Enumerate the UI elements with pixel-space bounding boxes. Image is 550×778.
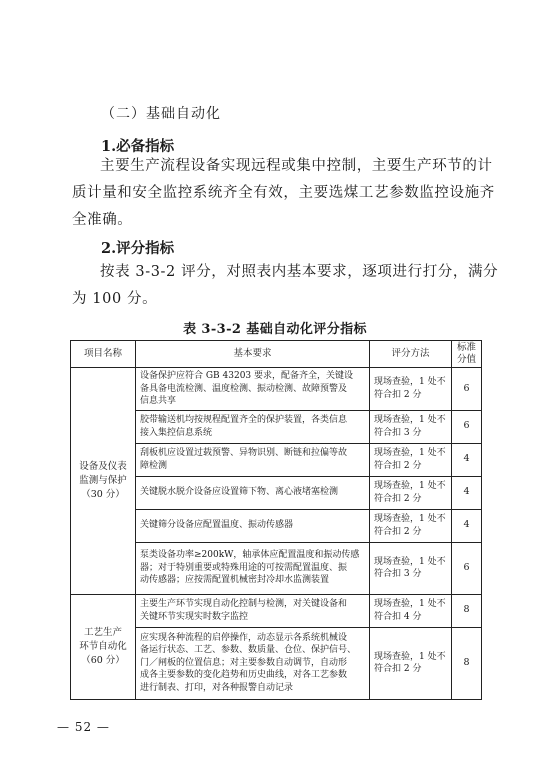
requirement-line: 进行制表、打印，对各种报警自动记录 <box>140 682 294 693</box>
requirement-line: 关键筛分设备应配置温度、振动传感器 <box>140 520 294 531</box>
heading-required-indicators: 1.必备指标 <box>101 138 175 155</box>
requirement-line: 主要生产环节实现自动化控制与检测，对关键设备和 <box>140 599 348 609</box>
method-cell <box>370 443 452 476</box>
header-requirement: 基本要求 <box>136 341 370 368</box>
header-score-line: 标准 <box>456 342 476 353</box>
requirement-line: 设备保护应符合 GB 43203 要求，配备齐全，关键设 <box>140 371 354 381</box>
category-cell <box>71 368 136 595</box>
method-cell <box>370 368 452 411</box>
page-number: — 52 — <box>57 720 110 734</box>
method-line: 现场查验，1 处不 <box>374 651 446 662</box>
paragraph-required <box>72 153 495 234</box>
method-cell <box>370 594 452 627</box>
method-line: 现场查验，1 处不 <box>374 599 446 609</box>
score-cell: 8 <box>452 594 482 627</box>
category-cell <box>71 594 136 699</box>
requirement-cell <box>136 509 370 542</box>
table-header-row <box>71 341 482 368</box>
requirement-cell <box>136 594 370 627</box>
method-line: 符合扣 2 分 <box>374 526 422 537</box>
requirement-line: 关键脱水脱介设备应设置筛下物、离心液堵塞检测 <box>140 487 339 498</box>
method-line: 现场查验，1 处不 <box>374 514 446 524</box>
method-cell <box>370 542 452 594</box>
requirement-line: 泵类设备功率≥200kW，轴承体应配置温度和振动传感 <box>140 550 360 561</box>
category-line: （30 分） <box>81 488 125 500</box>
requirement-line: 胶带输送机均按规程配置齐全的保护装置，各类信息 <box>140 415 348 425</box>
header-score-line: 分值 <box>456 354 476 365</box>
method-cell <box>370 509 452 542</box>
scoring-table <box>70 340 482 700</box>
score-cell: 4 <box>452 509 482 542</box>
header-score <box>452 341 482 368</box>
requirement-line: 应实现各种流程的启停操作，动态显示各系统机械设 <box>140 632 348 643</box>
method-line: 符合扣 4 分 <box>374 611 422 622</box>
requirement-line: 成各主要参数的变化趋势和历史曲线，对各工艺参数 <box>140 670 348 681</box>
requirement-line: 动传感器；应按需配置机械密封冷却水监测装置 <box>140 575 330 586</box>
text-line: 主要生产流程设备实现远程或集中控制，主要生产环节的计 <box>100 158 493 174</box>
table-row <box>71 368 482 411</box>
table-caption: 表 3-3-2 基础自动化评分指标 <box>183 322 367 337</box>
method-line: 现场查验，1 处不 <box>374 481 446 491</box>
category-line: （60 分） <box>81 654 125 666</box>
method-line: 现场查验，1 处不 <box>374 415 446 425</box>
requirement-line: 门／闸板的位置信息；对主要参数自动调节，自动形 <box>140 657 348 668</box>
requirement-cell <box>136 410 370 443</box>
text-line: 按表 3-3-2 评分，对照表内基本要求，逐项进行打分，满分 <box>100 264 499 280</box>
method-line: 符合扣 2 分 <box>374 664 422 674</box>
score-cell: 6 <box>452 542 482 594</box>
text-line: 全准确。 <box>72 212 133 228</box>
requirement-line: 障检测 <box>140 460 168 471</box>
requirement-cell <box>136 443 370 476</box>
requirement-line: 备运行状态、工艺、参数、数质量、仓位、保护信号、 <box>140 645 357 656</box>
method-line: 符合扣 3 分 <box>374 427 422 438</box>
requirement-line: 信息共享 <box>140 396 177 406</box>
table-row <box>71 594 482 627</box>
method-line: 现场查验，1 处不 <box>374 556 446 567</box>
category-line: 监测与保护 <box>79 474 127 486</box>
category-line: 环节自动化 <box>79 640 127 652</box>
method-cell <box>370 627 452 699</box>
paragraph-scoring <box>72 259 499 313</box>
method-cell <box>370 476 452 509</box>
method-line: 符合扣 2 分 <box>374 389 422 400</box>
method-line: 现场查验，1 处不 <box>374 448 446 458</box>
method-line: 符合扣 3 分 <box>374 569 422 579</box>
method-cell <box>370 410 452 443</box>
category-line: 设备及仪表 <box>79 460 127 472</box>
method-line: 符合扣 2 分 <box>374 493 422 504</box>
header-method: 评分方法 <box>370 341 452 368</box>
score-cell: 4 <box>452 443 482 476</box>
requirement-line: 刮板机应设置过载预警、异物识别、断链和拉偏等故 <box>140 448 348 458</box>
method-line: 符合扣 2 分 <box>374 460 422 471</box>
requirement-line: 备具备电流检测、温度检测、振动检测、故障预警及 <box>140 383 348 394</box>
requirement-cell <box>136 476 370 509</box>
requirement-cell <box>136 542 370 594</box>
score-cell: 6 <box>452 410 482 443</box>
section-title: （二）基础自动化 <box>101 106 221 122</box>
requirement-line: 器；对于特别重要或特殊用途的可按需配置温度、振 <box>140 562 348 573</box>
score-cell: 6 <box>452 368 482 411</box>
requirement-cell <box>136 627 370 699</box>
score-cell: 4 <box>452 476 482 509</box>
score-cell: 8 <box>452 627 482 699</box>
requirement-line: 接入集控信息系统 <box>140 427 213 438</box>
text-line: 质计量和安全监控系统齐全有效，主要选煤工艺参数监控设施齐 <box>72 185 495 201</box>
requirement-cell <box>136 368 370 411</box>
text-line: 为 100 分。 <box>72 291 158 307</box>
requirement-line: 关键环节实现实时数字监控 <box>140 611 249 622</box>
heading-scoring-indicators: 2.评分指标 <box>101 240 175 257</box>
category-line: 工艺生产 <box>83 626 122 638</box>
method-line: 现场查验，1 处不 <box>374 377 446 388</box>
header-item: 项目名称 <box>71 341 136 368</box>
